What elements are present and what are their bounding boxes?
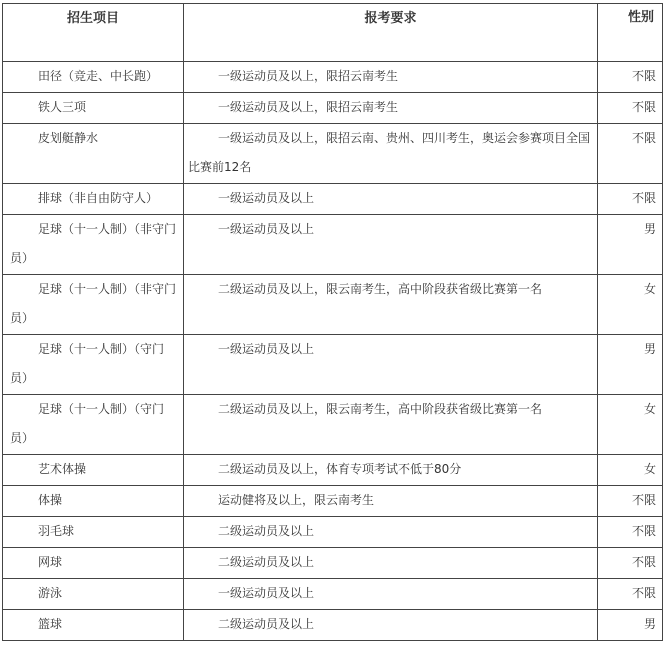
- gender-cell: 不限: [598, 486, 663, 517]
- table-row: [3, 62, 663, 93]
- table-row: [3, 93, 663, 124]
- admissions-table: [2, 3, 663, 641]
- gender-cell: 不限: [598, 93, 663, 124]
- gender-cell: 不限: [598, 62, 663, 93]
- gender-cell: 男: [598, 610, 663, 641]
- table-row: [3, 124, 663, 184]
- gender-cell: 女: [598, 275, 663, 335]
- table-row: [3, 517, 663, 548]
- requirement-cell: 二级运动员及以上: [184, 548, 598, 579]
- project-cell: 足球（十一人制）（守门员）: [3, 395, 184, 455]
- table-row: [3, 184, 663, 215]
- gender-cell: 男: [598, 215, 663, 275]
- gender-cell: 男: [598, 335, 663, 395]
- project-cell: 艺术体操: [3, 455, 184, 486]
- requirement-cell: 二级运动员及以上，限云南考生，高中阶段获省级比赛第一名: [184, 395, 598, 455]
- project-cell: 网球: [3, 548, 184, 579]
- requirement-cell: 二级运动员及以上: [184, 517, 598, 548]
- table-row: [3, 455, 663, 486]
- project-cell: 羽毛球: [3, 517, 184, 548]
- header-gender: 性别: [598, 4, 663, 62]
- project-cell: 排球（非自由防守人）: [3, 184, 184, 215]
- project-cell: 足球（十一人制）（守门员）: [3, 335, 184, 395]
- project-cell: 足球（十一人制）（非守门员）: [3, 275, 184, 335]
- project-cell: 皮划艇静水: [3, 124, 184, 184]
- gender-cell: 不限: [598, 184, 663, 215]
- project-cell: 铁人三项: [3, 93, 184, 124]
- requirement-cell: 二级运动员及以上，体育专项考试不低于80分: [184, 455, 598, 486]
- project-cell: 田径（竞走、中长跑）: [3, 62, 184, 93]
- table-row: [3, 610, 663, 641]
- table-row: [3, 548, 663, 579]
- table-row: [3, 215, 663, 275]
- gender-cell: 不限: [598, 124, 663, 184]
- project-cell: 体操: [3, 486, 184, 517]
- project-cell: 游泳: [3, 579, 184, 610]
- table-header-row: [3, 4, 663, 62]
- requirement-cell: 一级运动员及以上，限招云南考生: [184, 93, 598, 124]
- header-requirement: 报考要求: [184, 4, 598, 62]
- requirement-cell: 一级运动员及以上，限招云南、贵州、四川考生，奥运会参赛项目全国比赛前12名: [184, 124, 598, 184]
- gender-cell: 女: [598, 455, 663, 486]
- requirement-cell: 一级运动员及以上: [184, 184, 598, 215]
- header-project: 招生项目: [3, 4, 184, 62]
- gender-cell: 不限: [598, 579, 663, 610]
- table-row: [3, 335, 663, 395]
- requirement-cell: 一级运动员及以上: [184, 335, 598, 395]
- project-cell: 篮球: [3, 610, 184, 641]
- table-row: [3, 275, 663, 335]
- requirement-cell: 一级运动员及以上，限招云南考生: [184, 62, 598, 93]
- table-row: [3, 579, 663, 610]
- requirement-cell: 二级运动员及以上，限云南考生，高中阶段获省级比赛第一名: [184, 275, 598, 335]
- gender-cell: 女: [598, 395, 663, 455]
- gender-cell: 不限: [598, 548, 663, 579]
- requirement-cell: 运动健将及以上，限云南考生: [184, 486, 598, 517]
- table-row: [3, 395, 663, 455]
- project-cell: 足球（十一人制）（非守门员）: [3, 215, 184, 275]
- requirement-cell: 二级运动员及以上: [184, 610, 598, 641]
- requirement-cell: 一级运动员及以上: [184, 215, 598, 275]
- requirement-cell: 一级运动员及以上: [184, 579, 598, 610]
- table-row: [3, 486, 663, 517]
- gender-cell: 不限: [598, 517, 663, 548]
